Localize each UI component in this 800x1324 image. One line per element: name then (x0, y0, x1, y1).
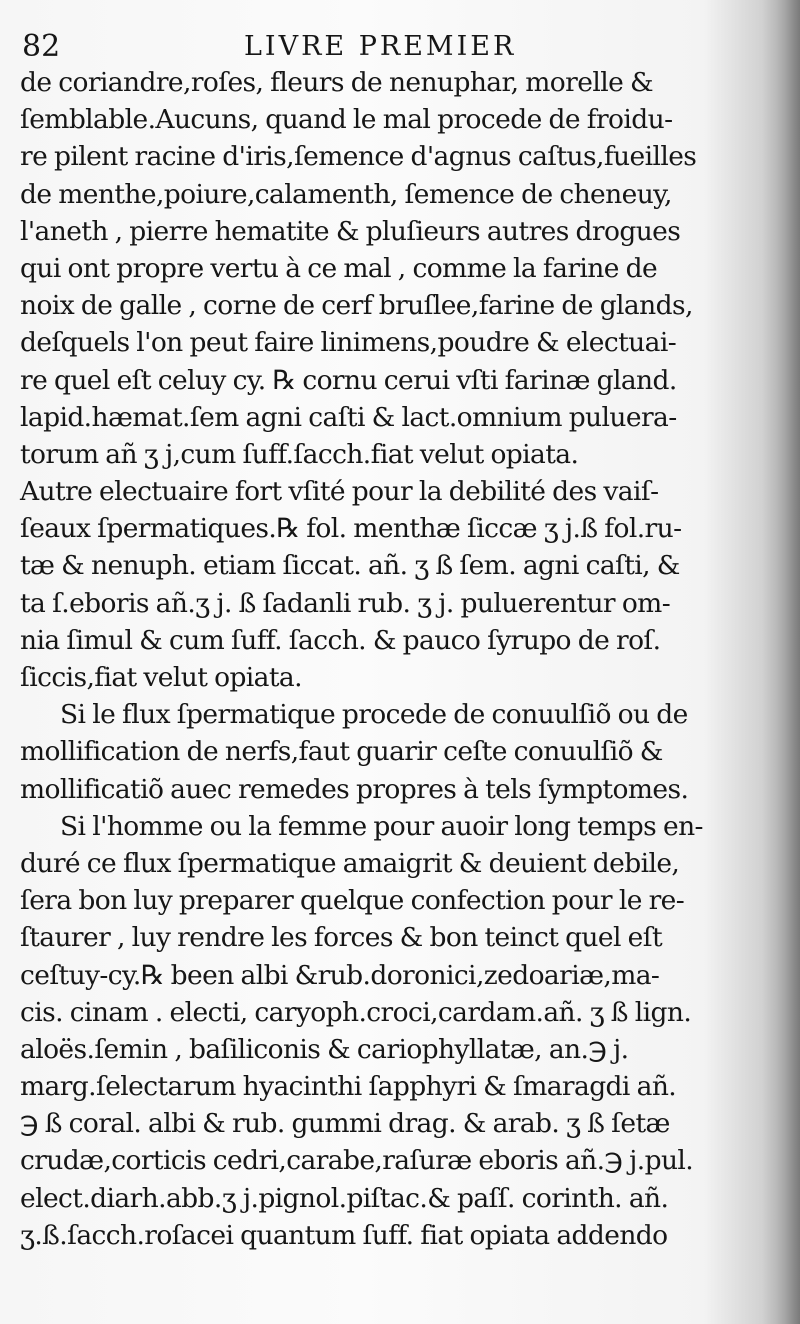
text-line: Si le flux ſpermatique procede de conuulſiõ ou de (60, 699, 688, 731)
text-line: de coriandre,roſes, fleurs de nenuphar, morelle & (20, 67, 653, 98)
text-line: deſquels l'on peut faire linimens,poudre & electuai- (20, 327, 677, 359)
text-line: ſera bon luy preparer quelque confection pour le re- (20, 885, 685, 917)
text-line: re pilent racine d'iris,ſemence d'agnus caſtus,fueilles (20, 141, 697, 173)
text-line: tæ & nenuph. etiam ſiccat. añ. ʒ ß ſem. agni caſti, & (20, 550, 680, 582)
text-line: Autre electuaire fort vſité pour la debilité des vaiſ- (20, 476, 659, 508)
text-line: ſtaurer , luy rendre les forces & bon teinct quel eſt (20, 922, 663, 954)
text-line: mollification de nerfs,faut guarir ceſte conuulſiõ & (20, 736, 663, 768)
text-line: duré ce flux ſpermatique amaigrit & deuient debile, (20, 847, 680, 879)
text-line: lapid.hæmat.ſem agni caſti & lact.omnium puluera- (20, 401, 677, 433)
text-line: nia ſimul & cum ſuff. ſacch. & pauco ſyrupo de roſ. (20, 624, 661, 656)
text-line: torum añ ʒ j,cum ſuff.ſacch.fiat velut opiata. (20, 438, 579, 470)
text-line: cis. cinam . electi, caryoph.croci,cardam.añ. ʒ ß lign. (20, 996, 692, 1028)
text-line: aloës.ſemin , baſiliconis & cariophyllatæ, an.℈ j. (20, 1033, 629, 1065)
text-line: Si l'homme ou la femme pour auoir long temps en- (60, 810, 703, 842)
text-line: marg.ſelectarum hyacinthi ſapphyri & ſmaragdi añ. (20, 1071, 677, 1103)
running-title: LIVRE PREMIER (244, 31, 517, 62)
text-line: crudæ,corticis cedri,carabe,raſuræ eboris añ.℈ j.pul. (20, 1145, 694, 1177)
text-line: ceſtuy-cy.℞ been albi &rub.doronici,zedoariæ,ma- (20, 959, 660, 991)
text-line: ſiccis,fiat velut opiata. (20, 662, 302, 693)
body-text (20, 64, 762, 1254)
running-head (22, 28, 762, 68)
text-line: elect.diarh.abb.ʒ j.pignol.piſtac.& paſſ. corinth. añ. (20, 1182, 669, 1214)
text-line: qui ont propre vertu à ce mal , comme la farine de (20, 252, 658, 284)
text-line: de menthe,poiure,calamenth, ſemence de cheneuy, (20, 178, 672, 210)
text-line: re quel eſt celuy cy. ℞ cornu cerui vſti farinæ gland. (20, 364, 677, 396)
text-line: ℈ ß coral. albi & rub. gummi drag. & arab. ʒ ß ſetæ (20, 1108, 670, 1140)
text-line: ʒ.ß.ſacch.roſacei quantum ſuff. fiat opiata addendo (20, 1219, 668, 1251)
text-line: ſeaux ſpermatiques.℞ fol. menthæ ſiccæ ʒ j.ß fol.ru- (20, 513, 682, 545)
page-number: 82 (22, 29, 61, 64)
text-line: l'aneth , pierre hematite & pluſieurs autres drogues (20, 215, 681, 247)
text-line: mollificatiõ auec remedes propres à tels ſymptomes. (20, 773, 689, 805)
text-line: ſemblable.Aucuns, quand le mal procede de froidu- (20, 104, 673, 136)
text-line: noix de galle , corne de cerf bruſlee,farine de glands, (20, 290, 693, 322)
text-line: ta ſ.eboris añ.ʒ j. ß ſadanli rub. ʒ j. puluerentur om- (20, 587, 671, 619)
page-edge-shadow (762, 0, 800, 1324)
